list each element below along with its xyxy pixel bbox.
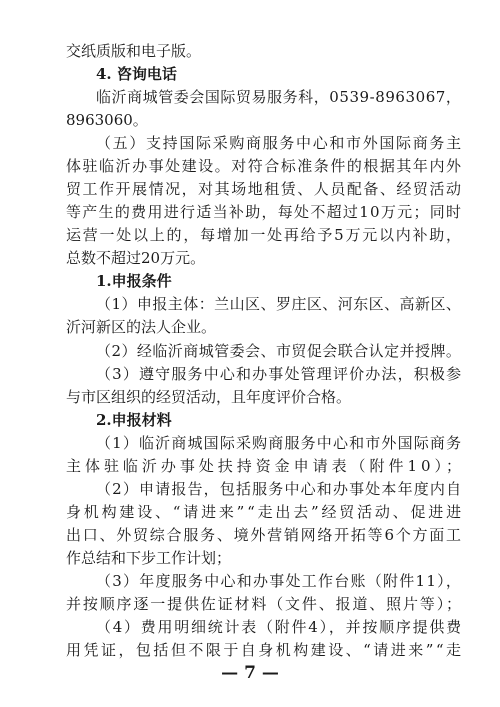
paragraph-line <box>0 314 500 340</box>
line-text: 2.申报材料 <box>96 411 172 429</box>
line-text: 作总结和下步工作计划； <box>66 549 232 567</box>
line-text: （1）申报主体：兰山区、罗庄区、河东区、高新区、 <box>96 295 462 313</box>
line-text: 1.申报条件 <box>96 272 172 290</box>
line-text: （3）年度服务中心和办事处工作台账（附件11）， <box>96 572 463 590</box>
line-text: 贸工作开展情况，对其场地租赁、人员配备、经贸活动 <box>66 180 463 198</box>
line-text: 总数不超过20万元。 <box>66 249 206 267</box>
line-text: 并按顺序逐一提供佐证材料（文件、报道、照片等）； <box>66 595 463 613</box>
line-text: 交纸质版和电子版。 <box>66 42 202 60</box>
line-text: （4）费用明细统计表（附件4），并按顺序提供费 <box>96 618 463 636</box>
paragraph-line <box>0 637 500 663</box>
line-text: 身机构建设、“请进来”“走出去”经贸活动、促进进 <box>66 503 464 521</box>
page-number: — 7 — <box>221 663 279 683</box>
line-text: （1）临沂商城国际采购商服务中心和市外国际商务 <box>96 434 463 452</box>
line-text: 沂河新区的法人企业。 <box>66 318 217 336</box>
line-text: 出口、外贸综合服务、境外营销网络开拓等6个方面工 <box>66 526 463 544</box>
line-text: （2）申请报告，包括服务中心和办事处本年度内自 <box>96 480 463 498</box>
line-text: 用凭证，包括但不限于自身机构建设、“请进来”“走 <box>66 641 464 659</box>
line-text: 等产生的费用进行适当补助，每处不超过10万元；同时 <box>66 203 463 221</box>
line-text: 体驻临沂办事处建设。对符合标准条件的根据其年内外 <box>66 157 463 175</box>
line-text: 临沂商城管委会国际贸易服务科，0539-8963067， <box>96 88 462 106</box>
line-text: 主体驻临沂办事处扶持资金申请表（附件10）； <box>66 457 465 475</box>
line-text: （2）经临沂商城管委会、市贸促会联合认定并授牌。 <box>96 342 462 360</box>
line-text: 4. 咨询电话 <box>96 65 177 83</box>
line-text: 运营一处以上的，每增加一处再给予5万元以内补助， <box>66 226 463 244</box>
line-text: （五）支持国际采购商服务中心和市外国际商务主 <box>96 134 463 152</box>
line-text: （3）遵守服务中心和办事处管理评价办法，积极参 <box>96 365 463 383</box>
line-text: 8963060。 <box>66 111 148 129</box>
line-text: 与市区组织的经贸活动，且年度评价合格。 <box>66 388 352 406</box>
